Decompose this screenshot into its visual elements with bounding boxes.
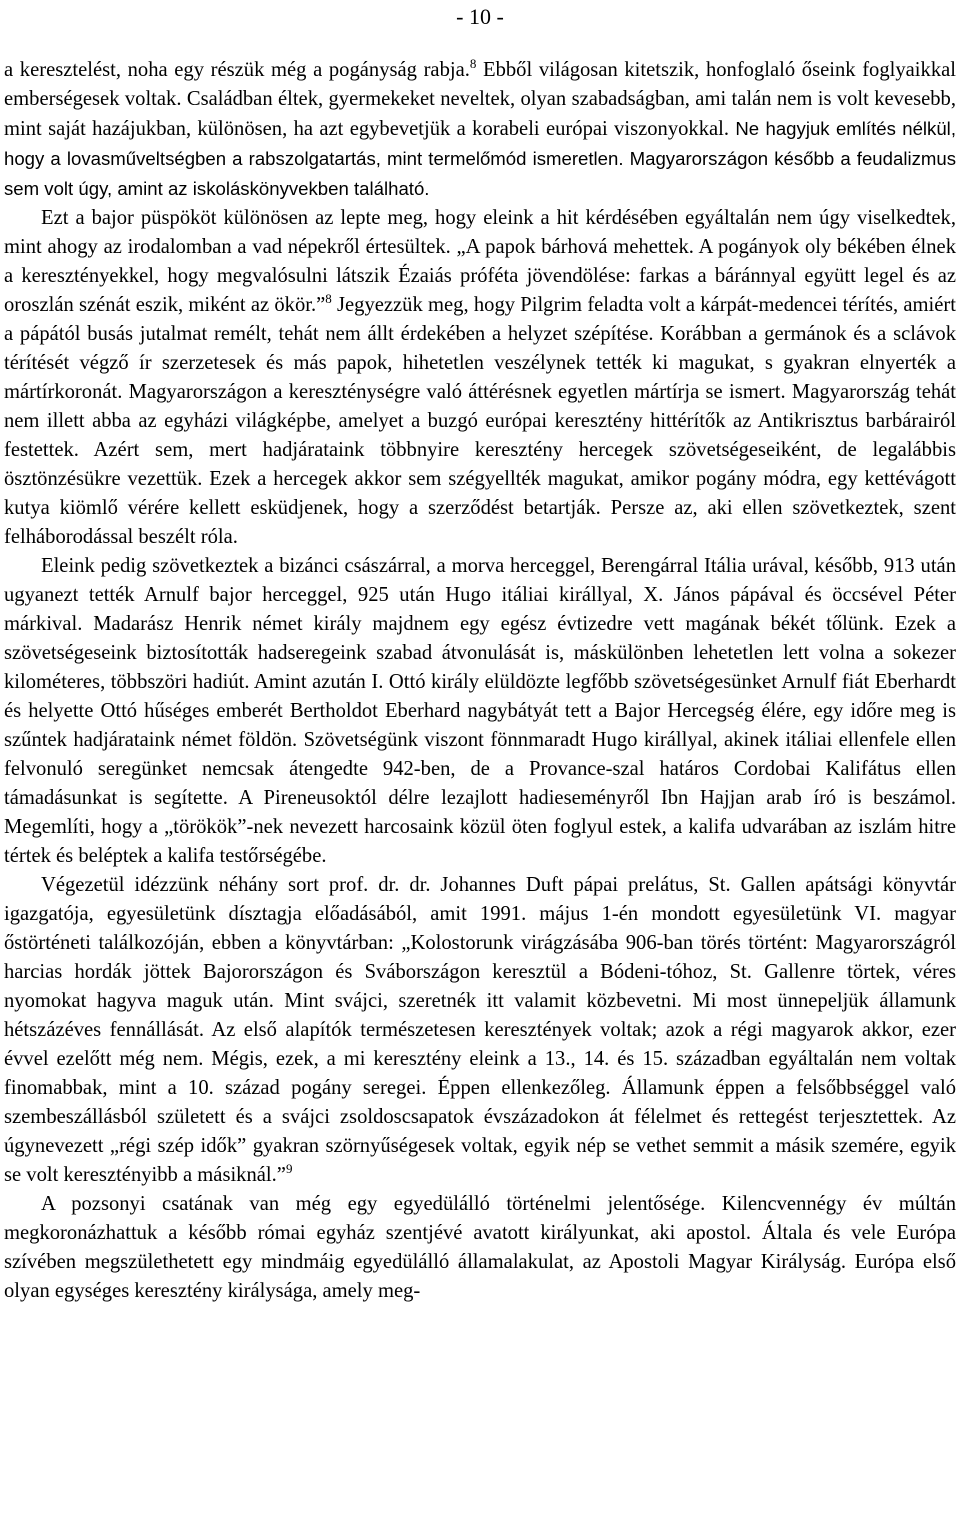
text-segment-sans: Ne hagyjuk említés nélkül, hogy a lovasműveltségben a rabszolgatartás, mint termelőmód ismeretlen. [4,118,956,169]
footnote-ref: 8 [325,291,332,307]
text-segment: Ebből világosan kitetszik, honfoglaló őseink foglyaikkal emberségesek voltak. Családban éltek, gyermekeket neveltek, olyan szabadságban, ami talán nem is volt kevesebb, mint saját hazájukban, különösen, ha azt egybevetjük a korabeli európai viszonyokkal. [4,59,956,140]
footnote-ref: 9 [285,1161,293,1177]
paragraph [4,204,956,552]
text-segment: a keresztelést, noha egy részük még a pogányság rabja. [4,59,470,81]
paragraph [4,871,956,1190]
page-number: - 10 - [456,4,504,29]
text-segment: Eleink pedig szövetkeztek a bizánci császárral, a morva herceggel, Berengárral Itália urával, később, 913 után ugyanezt tették Arnulf bajor herceggel, 925 után Hugo itáliai királlyal, X. János pápával és öccsével Péter márkival. Madarász Henrik német király majdnem egy egész évtizedre vett magának békét tőlünk. Ezek a szövetségeseink biztosították hadseregeink szabad átvonulását is, máskülönben lehetetlen lett volna a sokezer kilométeres, többszöri hadiút. Amint azután I. Ottó király elüldözte legfőbb szövetségesünket Arnulf fiát Eberhardt és helyette Ottó hűséges emberét Bertholdot Eberhard nagybátyát tett a Bajor Hercegség élére, egy időre meg is szűntek hadjárataink német földön. Szövetségünk viszont fönnmaradt Hugo királlyal, akinek itáliai ellenfele ellen felvonuló seregünket nemcsak átengedte 942-ben, de a Provance-szal határos Cordobai Kalifátus ellen támadásunkat is segítette. A Pireneusoktól délre lezajlott hadieseményről Ibn Hajjan arab író is beszámol. Megemlíti, hogy a „törökök”-nek nevezett harcosaink közül öten foglyul estek, a kalifa udvarában az iszlám hitre tértek és beléptek a kalifa testőrségébe. [4,555,956,867]
paragraph [4,552,956,871]
text-segment: Ezt a bajor püspököt különösen az lepte meg, hogy eleink a hit kérdésében egyáltalán nem úgy viselkedtek, mint ahogy az irodalomban a vad népekről értesültek. „A papok bárhová mehettek. A pogányok oly békében élnek a keresztényekkel, hogy megvalósulni látszik Ézaiás próféta jövendölése: farkas a báránnyal együtt legel és az oroszlán szénát eszik, miként az ökör.” [4,207,956,316]
text-segment: Jegyezzük meg, hogy Pilgrim feladta volt a kárpát-medencei térítés, amiért a pápától busás jutalmat remélt, tehát nem állt érdekében a helyzet szépítése. Korábban a germánok és a sclávok térítését végző ír szerzetesek és más papok, hihetetlen veszélynek tették ki magukat, s gyakran elnyerték a mártírkoronát. Magyarországon a kereszténységre való áttérésnek egyetlen mártírja se ismert. Magyarország tehát nem illett abba az egyházi világképbe, amelyet a buzgó európai keresztény hittérítők az Antikrisztus barbárairól festettek. Azért sem, mert hadjárataink többnyire keresztény hercegek szövetségeseiként, de legalábbis ösztönzésükre vezettük. Ezek a hercegek akkor sem szégyellték magukat, amikor pogány módra, egy kettévágott kutya kiömlő vérére kellett esküdjenek, hogy a szerződést betartják. Persze az, aki ellen szövetkeztek, szent felháborodással beszélt róla. [4,294,956,548]
text-segment: A pozsonyi csatának van még egy egyedülálló történelmi jelentősége. Kilencvennégy év múltán megkoronázhattuk a később római egyház szentjévé avatott királyunkat, aki apostol. Általa és vele Európa szívében megszülethetett egy mindmáig egyedülálló államalakulat, az Apostoli Magyar Királyság. Európa első olyan egységes keresztény királysága, amely meg- [4,1193,956,1302]
page-body [4,56,956,1306]
text-segment: Végezetül idézzünk néhány sort prof. dr. dr. Johannes Duft pápai prelátus, St. Gallen apátsági könyvtár igazgatója, egyesületünk dísztagja előadásából, amit 1991. május 1-én mondott egyesületünk VI. magyar őstörténeti találkozóján, ebben a könyvtárban: „Kolostorunk virágzásába 906-ban törés történt: Magyarországról harcias hordák jöttek Bajorországon és Svábországon keresztül a Bódeni-tóhoz, St. Gallenre törtek, véres nyomokat hagyva maguk után. Mint svájci, szeretnék itt valamit közbevetni. Mi most ünnepeljük államunk hétszázéves fennállását. Az első alapítók természetesen keresztények voltak; azok a régi magyarok akkor, ezer évvel ezelőtt még nem. Mégis, ezek, a mi keresztény eleink a 13., 14. és 15. században egyáltalán nem voltak finomabbak, mint a 10. század pogány seregei. Éppen ellenkezőleg. Államunk éppen a felsőbbséggel való szembeszállásból született és a svájci zsoldoscsapatok évszázadokon át félelmet és rettegést terjesztettek. Az úgynevezett „régi szép idők” gyakran szörnyűségesek voltak, egyik nép se vethet semmit a másik szemére, egyik se volt keresztényibb a másiknál.” [4,874,956,1186]
paragraph [4,56,956,204]
footnote-ref: 8 [469,56,477,72]
paragraph [4,1190,956,1306]
text-segment-sans: Magyarországon később a feudalizmus sem volt úgy, amint az iskoláskönyvekben található. [4,148,956,199]
